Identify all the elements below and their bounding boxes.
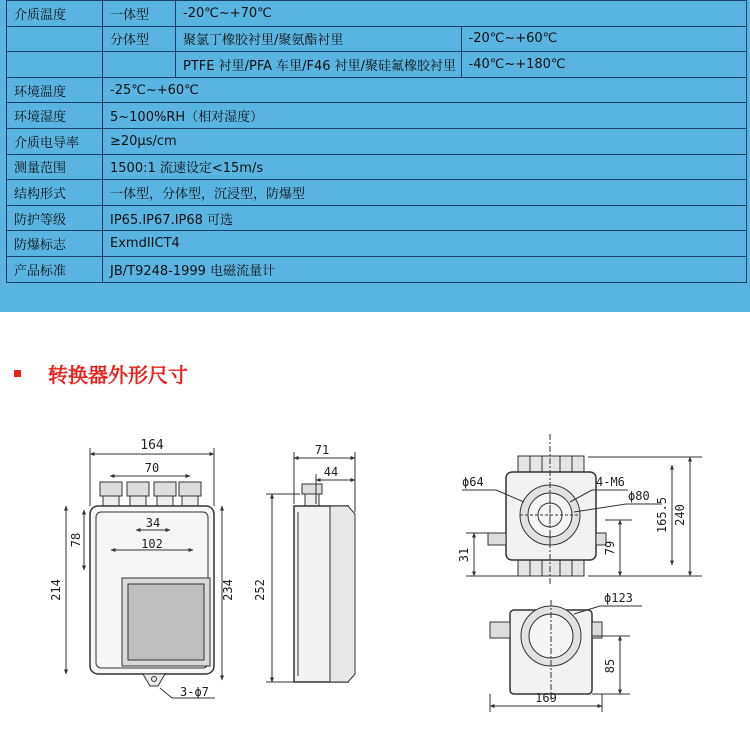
row-range: -20℃~+60℃ <box>461 26 747 52</box>
table-row <box>7 154 747 180</box>
row-range: -40℃~+180℃ <box>461 52 747 78</box>
front-view-drawing <box>66 448 222 698</box>
side-view-drawing <box>266 452 355 682</box>
row-value: PTFE 衬里/PFA 车里/F46 衬里/聚硅氟橡胶衬里 <box>176 52 462 78</box>
section-title-text: 转换器外形尺寸 <box>48 362 188 387</box>
dim-phi80-label: ϕ80 <box>628 489 650 503</box>
dim-34-label: 34 <box>145 516 161 530</box>
dimension-drawings <box>0 400 750 750</box>
row-label <box>7 52 103 78</box>
spec-table-panel <box>0 0 750 312</box>
dim-165-5-label: 165.5 <box>655 496 669 534</box>
row-value: -20℃~+70℃ <box>176 1 747 27</box>
row-label <box>7 26 103 52</box>
table-row <box>7 52 747 78</box>
row-label: 防爆标志 <box>7 231 103 257</box>
row-value: -25℃~+60℃ <box>103 77 747 103</box>
cable-gland-icon <box>100 482 201 506</box>
dim-phi64-label: ϕ64 <box>462 475 484 489</box>
table-row <box>7 77 747 103</box>
dim-169-label: 169 <box>535 691 557 705</box>
dim-71-label: 71 <box>314 443 330 457</box>
table-row <box>7 256 747 282</box>
cable-gland-icon <box>302 484 322 506</box>
row-value: ExmdIICT4 <box>103 231 747 257</box>
row-value: 1500:1 流速设定<15m/s <box>103 154 747 180</box>
dimension-drawings-svg <box>0 400 750 750</box>
row-sublabel: 分体型 <box>103 26 176 52</box>
dim-164-label: 164 <box>140 438 164 453</box>
dim-hole-label: 3-ϕ7 <box>180 685 209 699</box>
table-row <box>7 128 747 154</box>
table-row <box>7 231 747 257</box>
dim-31-label: 31 <box>457 547 471 563</box>
table-row <box>7 26 747 52</box>
dim-79-label: 79 <box>603 540 617 556</box>
table-row <box>7 180 747 206</box>
row-label: 环境湿度 <box>7 103 103 129</box>
table-row <box>7 103 747 129</box>
spec-table <box>6 0 747 283</box>
row-label: 防护等级 <box>7 205 103 231</box>
table-row <box>7 205 747 231</box>
dim-102-label: 102 <box>141 537 163 551</box>
section-heading <box>14 358 188 388</box>
dim-214-label: 214 <box>49 579 63 601</box>
row-value: JB/T9248-1999 电磁流量计 <box>103 256 747 282</box>
row-value: IP65.IP67.IP68 可选 <box>103 205 747 231</box>
dim-4m6-label: 4-M6 <box>596 475 625 489</box>
dim-252-label: 252 <box>253 579 267 601</box>
table-row <box>7 1 747 27</box>
row-label: 结构形式 <box>7 180 103 206</box>
row-label: 介质温度 <box>7 1 103 27</box>
row-value: 一体型，分体型，沉浸型，防爆型 <box>103 180 747 206</box>
row-label: 环境温度 <box>7 77 103 103</box>
row-label: 测量范围 <box>7 154 103 180</box>
dim-240-label: 240 <box>673 504 687 526</box>
dim-phi123-label: ϕ123 <box>604 591 633 605</box>
dim-70-label: 70 <box>144 461 160 475</box>
dim-44-label: 44 <box>323 465 339 479</box>
dim-85-label: 85 <box>603 658 617 674</box>
converter-bottom-view-drawing <box>490 600 642 712</box>
row-sublabel: 一体型 <box>103 1 176 27</box>
dim-234-label: 234 <box>221 579 235 601</box>
row-value: ≥20μs/cm <box>103 128 747 154</box>
row-value: 5~100%RH（相对湿度） <box>103 103 747 129</box>
row-label: 产品标准 <box>7 256 103 282</box>
row-label: 介质电导率 <box>7 128 103 154</box>
dim-78-label: 78 <box>69 532 83 548</box>
bullet-square-icon <box>14 370 21 377</box>
row-sublabel <box>103 52 176 78</box>
row-value: 聚氯丁橡胶衬里/聚氨酯衬里 <box>176 26 462 52</box>
